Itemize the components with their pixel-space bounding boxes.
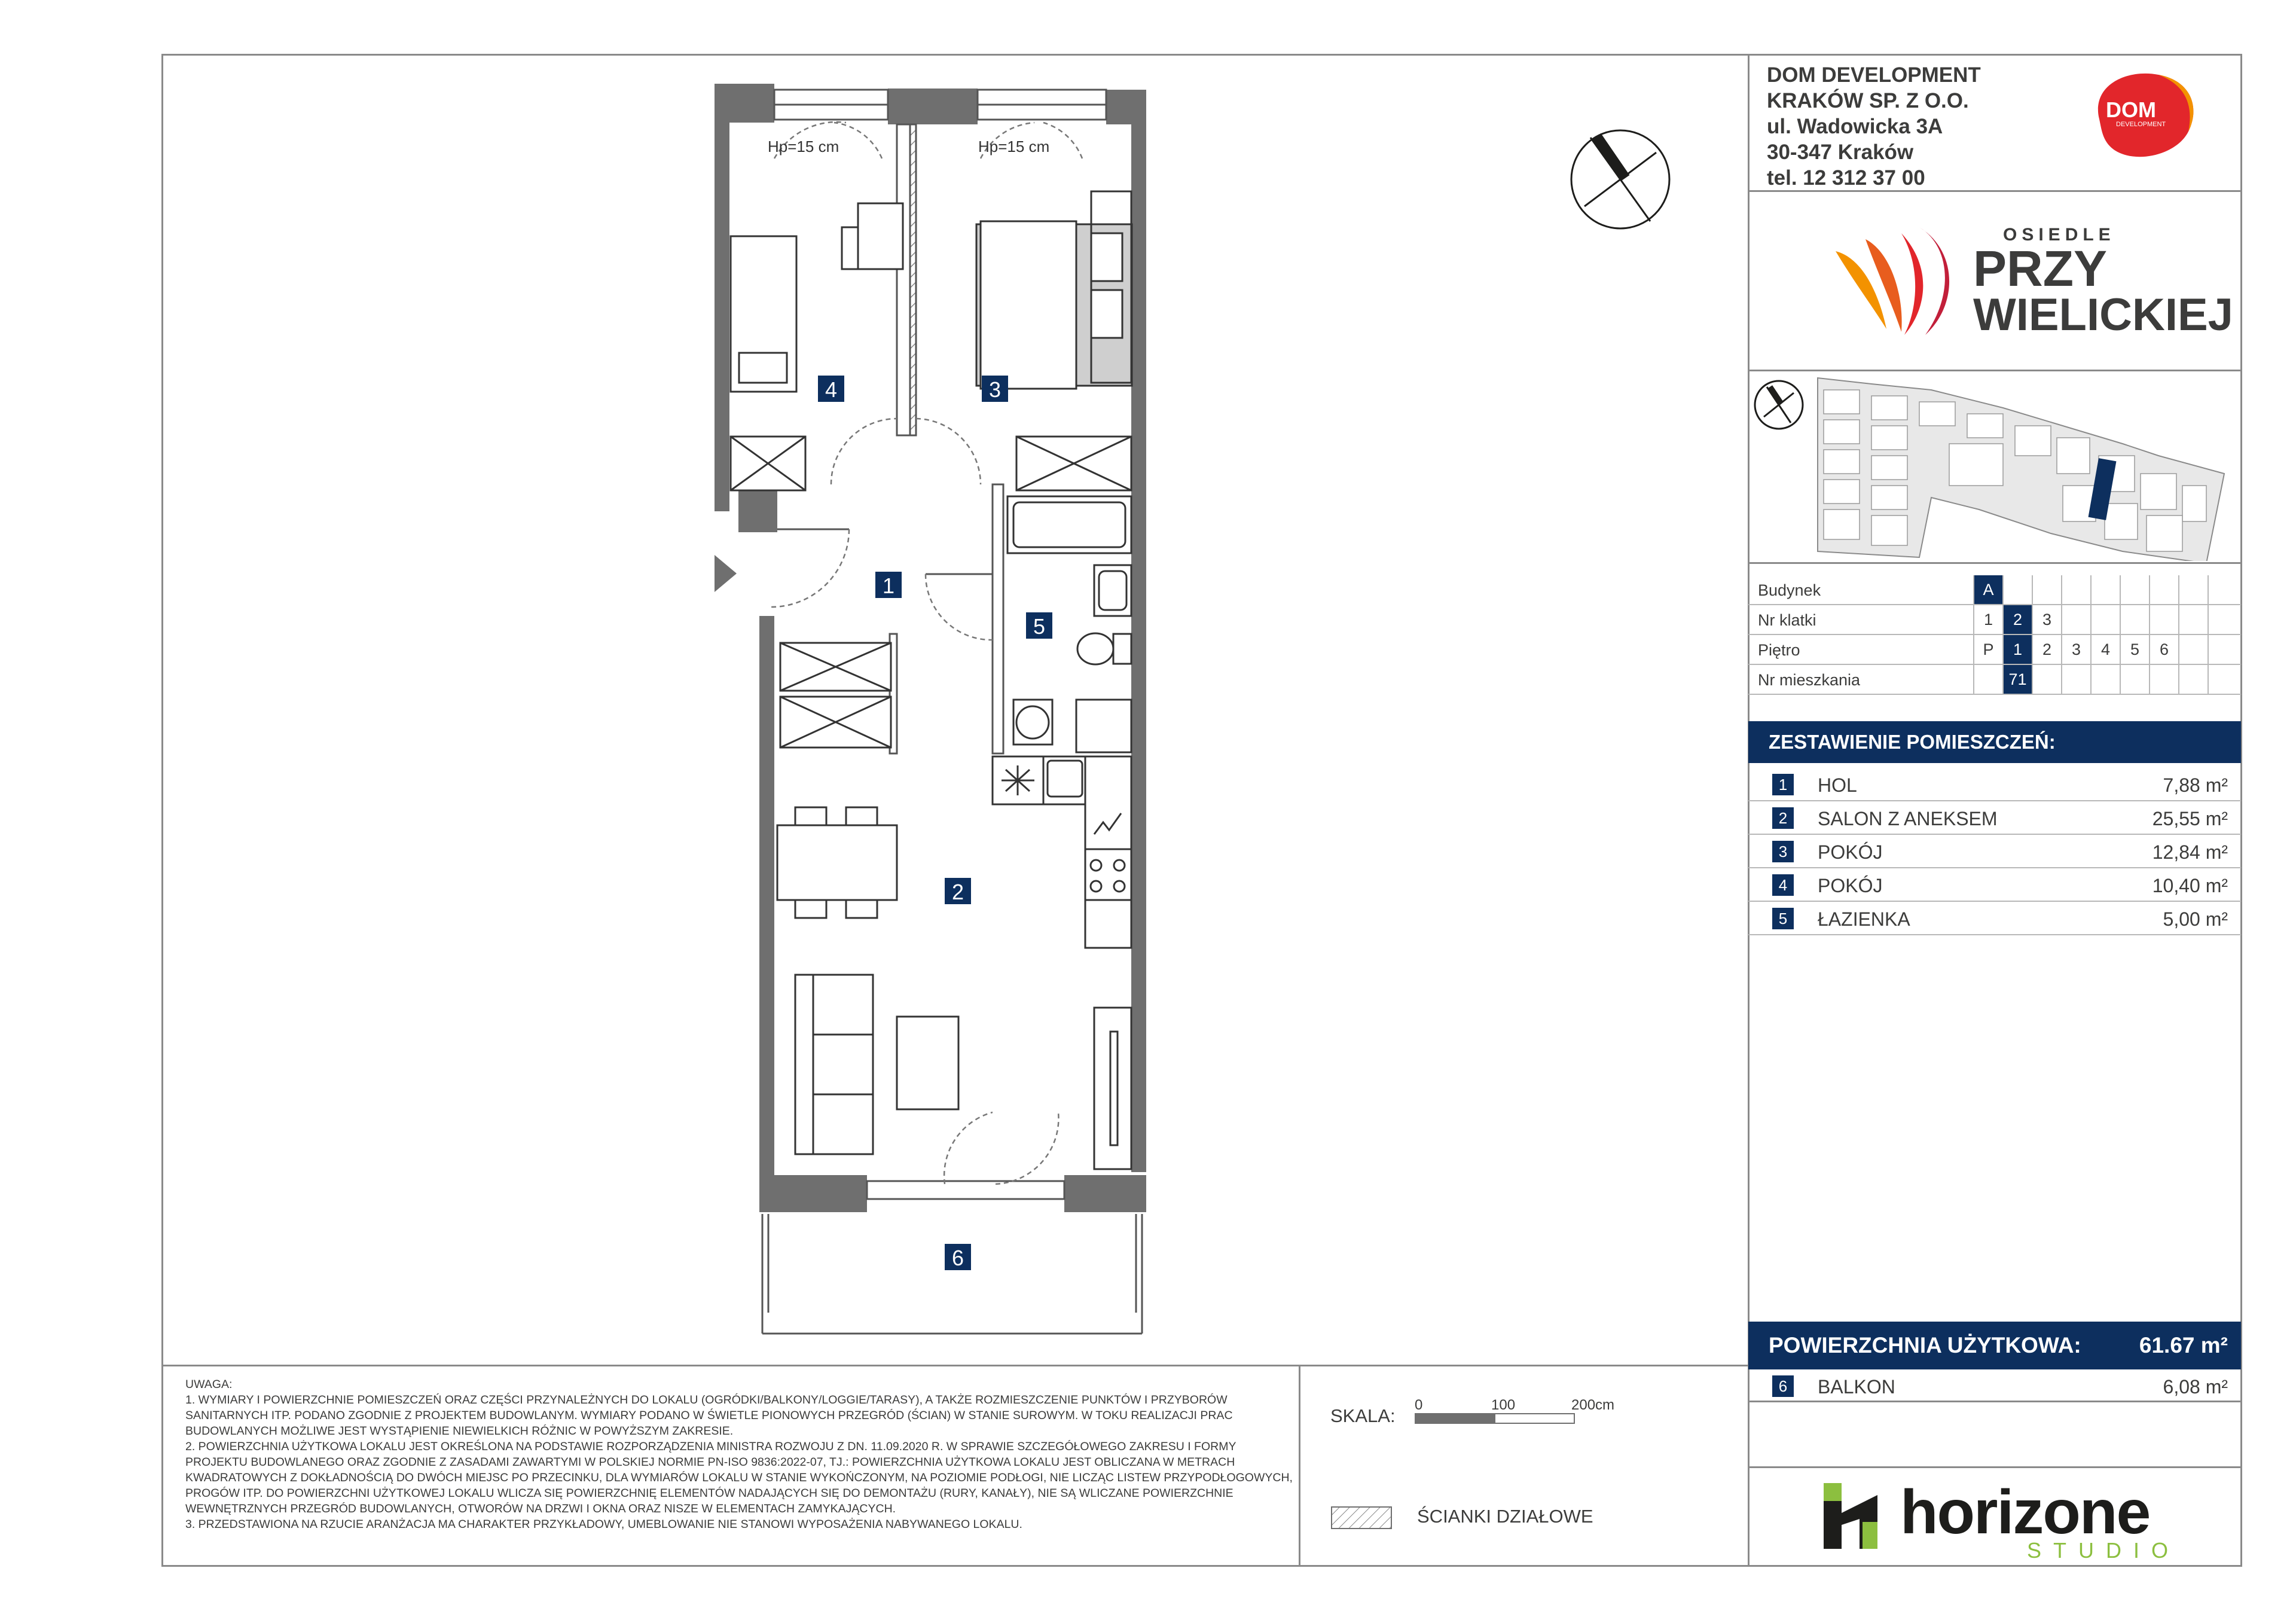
floor-cell-3: 3 [2061,635,2090,664]
scale-tick-200: 200cm [1571,1397,1615,1413]
entrance-arrow-icon [715,555,737,592]
info-cell [2090,575,2120,604]
hp-label-right: Hp=15 cm [978,138,1050,155]
room-area: 7,88 m² [2163,774,2228,796]
room-number: 1 [1772,774,1794,795]
room-label-2: 2 [951,880,964,904]
info-cell [2032,575,2061,604]
company-phone: tel. 12 312 37 00 [1767,166,1925,190]
info-cell [2178,575,2208,604]
room-number: 5 [1772,908,1794,929]
info-row-apartment [1748,665,2241,695]
room-row [1748,834,2241,868]
hp-label-left: Hp=15 cm [768,138,839,155]
keyplan-divider [1748,562,2242,564]
hatch-legend-icon [1330,1506,1393,1530]
room-name: ŁAZIENKA [1818,908,1910,930]
room-label-6: 6 [951,1246,964,1270]
scale-divider [1299,1365,1300,1567]
hall-wardrobes [780,643,891,748]
room-label-5: 5 [1033,614,1046,639]
floor-cell-4: 4 [2090,635,2120,664]
room-area: 10,40 m² [2152,875,2228,896]
horizone-logo-mark [1818,1477,1901,1555]
info-cell [2149,575,2178,604]
balcony-number: 6 [1772,1375,1794,1397]
info-cell [2120,665,2149,694]
room-row [1748,901,2241,935]
info-cell [2061,575,2090,604]
note-1: 1. WYMIARY I POWIERZCHNIE POMIESZCZEŃ ORAZ CZĘŚCI PRZYNALEŻNYCH DO LOKALU (OGRÓDKI/BALKONY/LOGGIE/TARASY), A TAKŻE ROZMIESZCZENIE PUNKTÓW I PRZYBORÓW SANITARNYCH ITP. PODANO ZGODNIE Z PROJEKTEM BUDOWLANYM. WYMIARY PODANO W ŚWIETLE PIONOWYCH PRZEGRÓD (ŚCIAN) W STANIE SUROWYM. W TOKU REALIZACJI PRAC BUDOWLANYCH MOŻLIWE JEST WYSTĄPIENIE NIEWIELKICH RÓŻNIC W POWYŻSZYM ZAKRESIE. [185,1393,1233,1438]
room-name: HOL [1818,774,1857,796]
room-number: 2 [1772,807,1794,829]
estate-logo-small: OSIEDLE [2003,225,2115,245]
balcony-area: 6,08 m² [2163,1376,2228,1398]
note-3: 3. PRZEDSTAWIONA NA RZUCIE ARANŻACJA MA CHARAKTER PRZYKŁADOWY, UMEBLOWANIE NIE STANOWI WYPOSAŻENIA NABYWANEGO LOKALU. [185,1518,1022,1531]
dom-logo-text: DOM [2106,97,2156,122]
info-cell [2208,605,2237,634]
legend-walls-label: ŚCIANKI DZIAŁOWE [1417,1506,1593,1527]
info-cell [2061,605,2090,634]
info-row-floor [1748,635,2241,665]
estate-logo [1830,215,2260,347]
info-cell [2178,665,2208,694]
rooms-heading [1748,721,2241,763]
total-area-bar [1748,1322,2241,1369]
room-name: POKÓJ [1818,841,1883,863]
info-cell [2208,575,2237,604]
staircase-cell-2: 2 [2002,605,2032,634]
info-label-floor: Piętro [1758,641,1800,659]
room-label-4: 4 [825,377,838,402]
info-cell [2120,575,2149,604]
scale-label: SKALA: [1330,1405,1396,1426]
room3-furniture [976,191,1132,490]
room-label-3: 3 [988,377,1002,402]
horizone-studio-text: STUDIO [2027,1538,2181,1563]
info-row-staircase [1748,605,2241,635]
info-row-building [1748,575,2241,605]
balcony-name: BALKON [1818,1376,1895,1398]
room4-furniture [731,203,903,490]
dom-logo-subtext: DEVELOPMENT [2116,121,2166,128]
room-row [1748,867,2241,902]
info-cell [2149,665,2178,694]
info-cell [2178,605,2208,634]
key-plan [1752,372,2242,561]
room-name: POKÓJ [1818,875,1883,896]
company-name-1: DOM DEVELOPMENT [1767,63,1981,87]
notes-block [185,1377,1297,1532]
info-cell [2002,575,2032,604]
info-cell [2090,665,2120,694]
floor-cell-1: 1 [2002,635,2032,664]
staircase-cell-1: 1 [1973,605,2002,634]
room-row [1748,800,2241,835]
kitchen [993,756,1131,948]
company-street: ul. Wadowicka 3A [1767,115,1943,138]
apartment-cell-empty [1973,665,2002,694]
info-label-building: Budynek [1758,581,1821,599]
staircase-cell-3: 3 [2032,605,2061,634]
info-cell [2178,635,2208,664]
info-cell [2120,605,2149,634]
room-row [1748,767,2241,801]
info-cell [2032,665,2061,694]
floor-cell-2: 2 [2032,635,2061,664]
room-number: 3 [1772,841,1794,862]
scale-tick-0: 0 [1415,1397,1423,1413]
room-number: 4 [1772,874,1794,896]
rooms-heading-text: ZESTAWIENIE POMIESZCZEŃ: [1769,731,2056,753]
keyplan-compass-icon [1755,381,1803,429]
note-2: 2. POWIERZCHNIA UŻYTKOWA LOKALU JEST OKREŚLONA NA PODSTAWIE ROZPORZĄDZENIA MINISTRA ROZWOJU Z DN. 11.09.2020 R. W SPRAWIE SZCZEGÓŁOWEGO ZAKRESU I FORMY PROJEKTU BUDOWLANEGO ORAZ ZGODNIE Z ZASADAMI ZAWARTYMI W POLSKIEJ NORMIE PN-ISO 9836:2022-07, TJ.: POWIERZCHNIA UŻYTKOWA LOKALU JEST OBLICZANA W METRACH KWADRATOWYCH Z DOKŁADNOŚCIĄ DO DWÓCH MIEJSC PO PRZECINKU, DLA WYMIARÓW LOKALU W STANIE WYKOŃCZONYM, NA POZIOMIE PODŁOGI, NIE LICZĄC LISTEW PRZYPODŁOGOWYCH, PROGÓW ITP. DO POWIERZCHNI UŻYTKOWEJ LOKALU WLICZA SIĘ POWIERZCHNIĘ ELEMENTÓW NADAJĄCYCH SIĘ DO DEMONTAŻU (RURY, KANAŁY), NIE SĄ WLICZANE POWIERZCHNIE WEWNĘTRZNYCH PRZEGRÓD BUDOWLANYCH, OTWORÓW NA DRZWI I OKNA ORAZ NISZE W ELEMENTACH ZAMYKAJĄCYCH. [185,1440,1293,1515]
living-furniture [777,807,1131,1169]
company-city: 30-347 Kraków [1767,141,1914,164]
floor-cell-5: 5 [2120,635,2149,664]
company-address [1767,62,1981,191]
floor-cell-6: 6 [2149,635,2178,664]
studio-divider [1748,1466,2242,1468]
info-cell [2208,635,2237,664]
estate-logo-line1: PRZY [1973,240,2108,297]
room-area: 12,84 m² [2152,841,2228,863]
estate-divider [1748,370,2242,371]
info-cell [2149,605,2178,634]
company-name-2: KRAKÓW SP. Z O.O. [1767,89,1969,112]
total-area-value: 61.67 m² [2139,1333,2228,1357]
building-cell-a: A [1973,575,2002,604]
info-label-staircase: Nr klatki [1758,611,1816,629]
estate-logo-line2: WIELICKIEJ [1973,289,2233,340]
horizone-logo-text: horizone [1900,1478,2150,1547]
scale-bar [1414,1411,1593,1426]
info-label-apartment: Nr mieszkania [1758,671,1861,689]
info-cell [2061,665,2090,694]
balcony-row [1748,1368,2241,1402]
room-name: SALON Z ANEKSEM [1818,808,1998,829]
total-area-label: POWIERZCHNIA UŻYTKOWA: [1769,1333,2081,1357]
compass-icon [1571,130,1669,228]
room-label-1: 1 [882,573,895,598]
room-area: 5,00 m² [2163,908,2228,930]
balcony [762,1214,1142,1334]
floor-cell-p: P [1973,635,2002,664]
apartment-cell-71: 71 [2002,665,2032,694]
info-cell [2208,665,2237,694]
room-area: 25,55 m² [2152,808,2228,829]
notes-title: UWAGA: [185,1378,233,1391]
notes-divider [161,1365,1749,1366]
scale-tick-100: 100 [1491,1397,1516,1413]
info-cell [2090,605,2120,634]
apartment-info-table [1748,575,2241,695]
